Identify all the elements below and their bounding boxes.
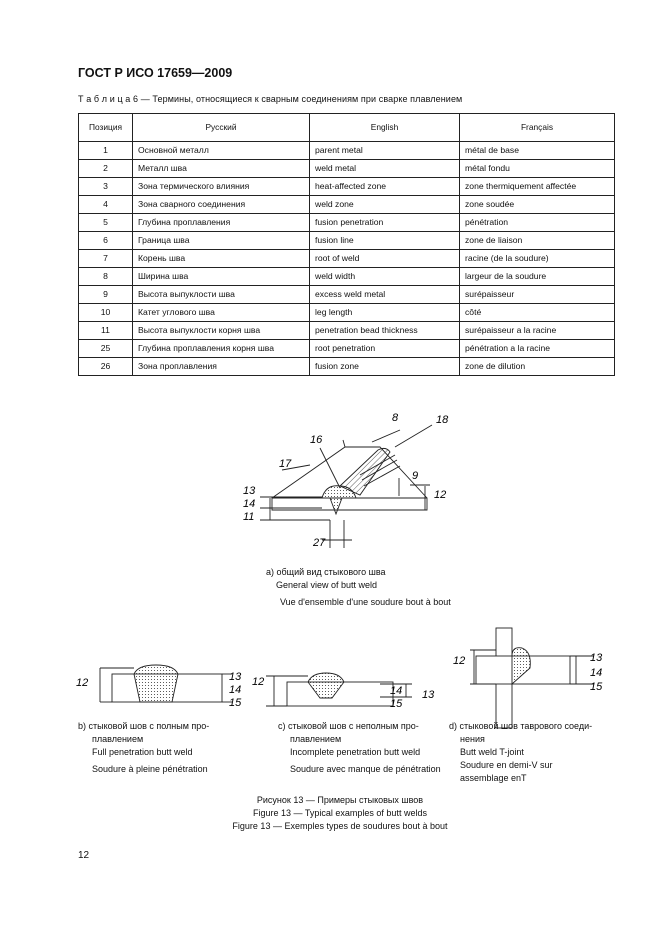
figure-a-caption-fr: Vue d'ensemble d'une soudure bout à bout <box>280 597 451 607</box>
figure-d-caption-ru-1: d) стыковой шов таврового соеди- <box>449 721 593 731</box>
figure-d-caption-en: Butt weld T-joint <box>460 747 524 757</box>
cell-position: 25 <box>79 340 133 358</box>
document-header: ГОСТ Р ИСО 17659—2009 <box>78 66 233 80</box>
cell-french: racine (de la soudure) <box>460 250 615 268</box>
figure-b-caption-fr: Soudure à pleine pénétration <box>92 764 208 774</box>
figure-b-caption-ru-1: b) стыковой шов с полным про- <box>78 721 210 731</box>
figure-a-label-16: 16 <box>310 434 323 446</box>
cell-french: métal fondu <box>460 160 615 178</box>
cell-position: 6 <box>79 232 133 250</box>
cell-english: heat-affected zone <box>310 178 460 196</box>
cell-english: weld metal <box>310 160 460 178</box>
cell-french: zone soudée <box>460 196 615 214</box>
cell-french: surépaisseur a la racine <box>460 322 615 340</box>
cell-french: surépaisseur <box>460 286 615 304</box>
cell-position: 1 <box>79 142 133 160</box>
cell-russian: Ширина шва <box>133 268 310 286</box>
figure-c-label-14: 14 <box>390 685 403 697</box>
figure-d-caption-ru-2: нения <box>460 734 485 744</box>
figure-d-label-13: 13 <box>590 652 603 664</box>
figure-b-caption <box>78 720 268 776</box>
cell-russian: Граница шва <box>133 232 310 250</box>
figure-a-label-11: 11 <box>243 511 255 523</box>
column-header-french: Français <box>460 114 615 142</box>
figure-a-label-8: 8 <box>392 412 399 424</box>
figure-c-caption-ru-2: плавлением <box>290 734 342 744</box>
figure-a-label-18: 18 <box>436 414 449 426</box>
figure-c-label-12: 12 <box>252 676 265 688</box>
cell-russian: Основной металл <box>133 142 310 160</box>
figure-d-caption <box>449 720 619 785</box>
column-header-english: English <box>310 114 460 142</box>
cell-position: 11 <box>79 322 133 340</box>
cell-french: pénétration a la racine <box>460 340 615 358</box>
cell-french: métal de base <box>460 142 615 160</box>
figure-a-label-13: 13 <box>243 485 256 497</box>
figure-a-label-9: 9 <box>412 470 419 482</box>
cell-russian: Зона проплавления <box>133 358 310 376</box>
cell-english: root of weld <box>310 250 460 268</box>
cell-russian: Корень шва <box>133 250 310 268</box>
cell-position: 7 <box>79 250 133 268</box>
table-caption: Т а б л и ц а 6 — Термины, относящиеся к сварным соединениям при сварке плавлением <box>78 94 463 104</box>
cell-russian: Катет углового шва <box>133 304 310 322</box>
figure-a-label-12: 12 <box>434 489 447 501</box>
figure-a-caption <box>266 566 451 609</box>
cell-position: 9 <box>79 286 133 304</box>
cell-russian: Металл шва <box>133 160 310 178</box>
cell-russian: Высота выпуклости корня шва <box>133 322 310 340</box>
cell-english: root penetration <box>310 340 460 358</box>
figure-c-label-15: 15 <box>390 698 403 710</box>
cell-russian: Глубина проплавления корня шва <box>133 340 310 358</box>
page-number: 12 <box>78 850 90 861</box>
figure-a-label-14: 14 <box>243 498 256 510</box>
cell-position: 8 <box>79 268 133 286</box>
figure-b-caption-ru-2: плавлением <box>92 734 144 744</box>
figure-b-label-13: 13 <box>229 671 242 683</box>
figure-title-en: Figure 13 — Typical examples of butt welds <box>253 808 427 818</box>
figure-d-label-12: 12 <box>453 655 466 667</box>
cell-french: zone de dilution <box>460 358 615 376</box>
cell-english: weld zone <box>310 196 460 214</box>
figure-b-caption-en: Full penetration butt weld <box>92 747 193 757</box>
cell-russian: Высота выпуклости шва <box>133 286 310 304</box>
figure-d-caption-fr-1: Soudure en demi-V sur <box>460 760 553 770</box>
figure-c-label-13: 13 <box>422 689 435 701</box>
cell-french: pénétration <box>460 214 615 232</box>
figure-b-label-15: 15 <box>229 697 242 709</box>
cell-english: penetration bead thickness <box>310 322 460 340</box>
cell-position: 4 <box>79 196 133 214</box>
cell-russian: Зона термического влияния <box>133 178 310 196</box>
cell-english: parent metal <box>310 142 460 160</box>
cell-english: leg length <box>310 304 460 322</box>
figure-title <box>180 794 500 833</box>
figure-c-caption-ru-1: c) стыковой шов с неполным про- <box>278 721 419 731</box>
column-header-russian: Русский <box>133 114 310 142</box>
figure-c-caption-en: Incomplete penetration butt weld <box>290 747 421 757</box>
cell-position: 26 <box>79 358 133 376</box>
cell-english: fusion line <box>310 232 460 250</box>
cell-english: fusion penetration <box>310 214 460 232</box>
figure-b-drawing <box>100 665 232 702</box>
figure-a-label-17: 17 <box>279 458 292 470</box>
cell-french: zone thermiquement affectée <box>460 178 615 196</box>
figure-a-label-27: 27 <box>313 537 326 549</box>
cell-french: largeur de la soudure <box>460 268 615 286</box>
cell-position: 3 <box>79 178 133 196</box>
figure-title-ru: Рисунок 13 — Примеры стыковых швов <box>256 795 424 805</box>
cell-english: fusion zone <box>310 358 460 376</box>
figure-title-fr: Figure 13 — Exemples types de soudures bout à bout <box>232 821 448 831</box>
figure-b-label-14: 14 <box>229 684 242 696</box>
figure-d-label-14: 14 <box>590 667 603 679</box>
cell-position: 5 <box>79 214 133 232</box>
cell-russian: Зона сварного соединения <box>133 196 310 214</box>
figure-b-label-12: 12 <box>76 677 89 689</box>
figure-d-drawing <box>470 628 594 728</box>
cell-french: zone de liaison <box>460 232 615 250</box>
figure-c-caption-fr: Soudure avec manque de pénétration <box>290 764 441 774</box>
cell-french: côté <box>460 304 615 322</box>
figure-c-caption <box>278 720 448 776</box>
column-header-position: Позиция <box>79 114 133 142</box>
figure-a-caption-ru: а) общий вид стыкового шва <box>266 567 386 577</box>
figure-d-label-15: 15 <box>590 681 603 693</box>
cell-english: weld width <box>310 268 460 286</box>
cell-position: 2 <box>79 160 133 178</box>
cell-position: 10 <box>79 304 133 322</box>
cell-russian: Глубина проплавления <box>133 214 310 232</box>
figure-d-caption-fr-2: assemblage enT <box>460 773 527 783</box>
figure-a-caption-en: General view of butt weld <box>276 580 378 590</box>
cell-english: excess weld metal <box>310 286 460 304</box>
figure-a-drawing <box>260 425 432 548</box>
